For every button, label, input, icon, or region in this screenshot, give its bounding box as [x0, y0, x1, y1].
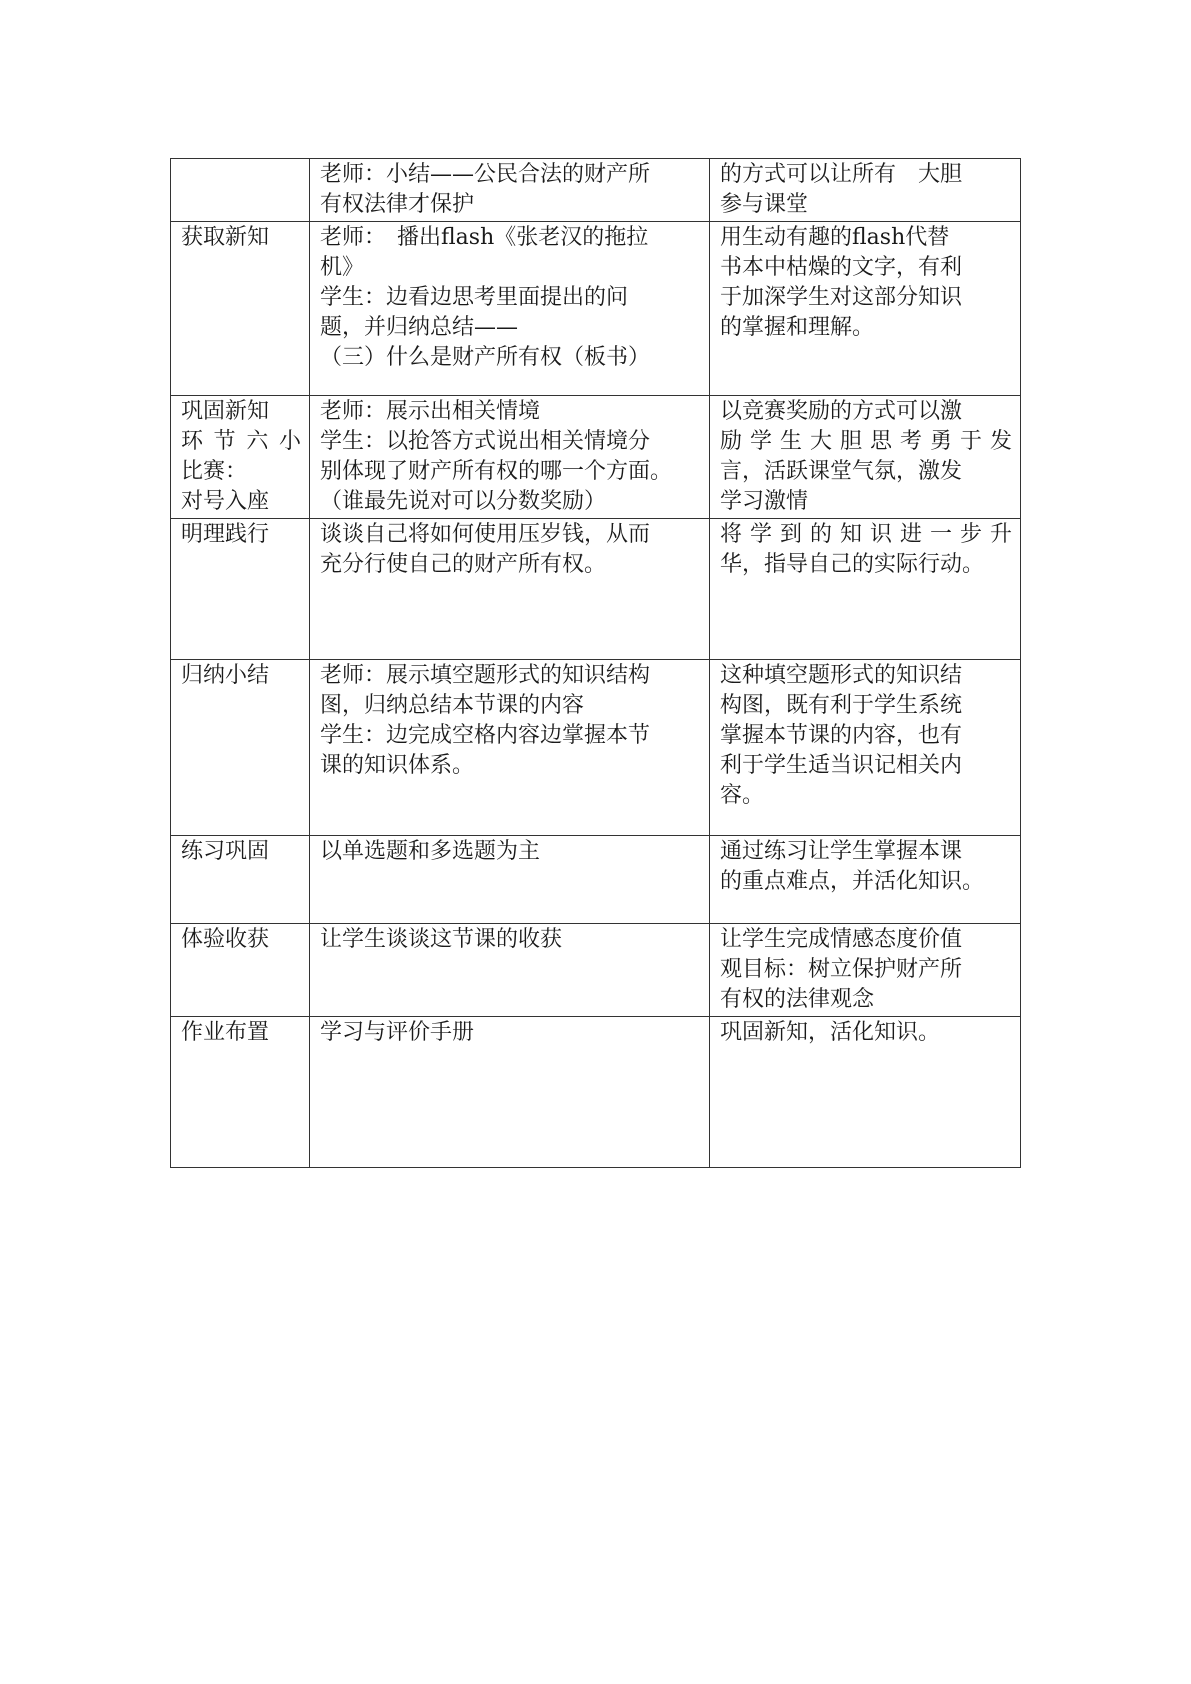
process-cell — [310, 924, 710, 1017]
cell-text-line: 以单选题和多选题为主 — [320, 839, 541, 864]
cell-text-line: 老师： 播出flash《张老汉的拖拉 — [320, 225, 649, 250]
cell-text-line: 有权的法律观念 — [720, 987, 875, 1012]
stage-cell — [171, 836, 310, 924]
purpose-cell — [710, 836, 1021, 924]
cell-text-line: 获取新知 — [181, 225, 270, 250]
cell-text-line: 于加深学生对这部分知识 — [720, 285, 963, 310]
cell-text-line: 观目标：树立保护财产所 — [720, 957, 963, 982]
cell-text-line: 课的知识体系。 — [320, 753, 475, 778]
cell-text-line: 对号入座 — [181, 489, 270, 514]
process-cell — [310, 396, 710, 519]
cell-text-line: 体验收获 — [181, 927, 270, 952]
cell-text-line: 有权法律才保护 — [320, 192, 475, 217]
cell-text-line: 谈谈自己将如何使用压岁钱，从而 — [320, 522, 651, 547]
cell-text-line: 归纳小结 — [181, 663, 270, 688]
lesson-plan-table-body — [171, 159, 1021, 1168]
cell-text-line: 这种填空题形式的知识结 — [720, 663, 963, 688]
cell-text-line: 巩固新知 — [181, 399, 270, 424]
cell-text-line: 容。 — [720, 783, 765, 808]
cell-text-line: 别体现了财产所有权的哪一个方面。 — [320, 459, 673, 484]
cell-text-line: 的掌握和理解。 — [720, 315, 875, 340]
table-row — [171, 396, 1021, 519]
table-row — [171, 660, 1021, 836]
cell-text-line: 让学生谈谈这节课的收获 — [320, 927, 563, 952]
cell-text-line: 练习巩固 — [181, 839, 270, 864]
cell-text-line: 的重点难点，并活化知识。 — [720, 869, 985, 894]
cell-text-line: 充分行使自己的财产所有权。 — [320, 552, 607, 577]
purpose-cell — [710, 1017, 1021, 1168]
cell-text-line: 老师：小结——公民合法的财产所 — [320, 162, 651, 187]
purpose-cell — [710, 222, 1021, 396]
stage-cell — [171, 222, 310, 396]
cell-text-line: 将学到的知识进一步升 — [720, 522, 1012, 547]
cell-text-line: 机》 — [320, 255, 365, 280]
cell-text-line: 利于学生适当识记相关内 — [720, 753, 963, 778]
cell-text-line: 励学生大胆思考勇于发 — [720, 429, 1012, 454]
cell-text-line: 老师：展示填空题形式的知识结构 — [320, 663, 651, 688]
cell-text-line: 学生：边完成空格内容边掌握本节 — [320, 723, 651, 748]
purpose-cell — [710, 396, 1021, 519]
table-row — [171, 924, 1021, 1017]
table-row — [171, 836, 1021, 924]
stage-cell — [171, 519, 310, 660]
cell-text-line: 学生：以抢答方式说出相关情境分 — [320, 429, 651, 454]
table-row — [171, 519, 1021, 660]
process-cell — [310, 222, 710, 396]
purpose-cell — [710, 519, 1021, 660]
cell-text-line: 题，并归纳总结—— — [320, 315, 519, 340]
cell-text-line: 图，归纳总结本节课的内容 — [320, 693, 585, 718]
cell-text-line: 环节六小 — [181, 429, 301, 454]
cell-text-line: （三）什么是财产所有权（板书） — [320, 345, 651, 370]
table-row — [171, 222, 1021, 396]
cell-text-line: 通过练习让学生掌握本课 — [720, 839, 963, 864]
lesson-plan-table — [170, 158, 1021, 1168]
stage-cell — [171, 1017, 310, 1168]
process-cell — [310, 836, 710, 924]
table-row — [171, 159, 1021, 222]
cell-text-line: 以竞赛奖励的方式可以激 — [720, 399, 963, 424]
cell-text-line: 言，活跃课堂气氛，激发 — [720, 459, 963, 484]
cell-text-line: 让学生完成情感态度价值 — [720, 927, 963, 952]
cell-text-line: 用生动有趣的flash代替 — [720, 225, 950, 250]
table-row — [171, 1017, 1021, 1168]
cell-text-line: 学生：边看边思考里面提出的问 — [320, 285, 629, 310]
cell-text-line: 巩固新知，活化知识。 — [720, 1020, 941, 1045]
cell-text-line: 书本中枯燥的文字，有利 — [720, 255, 963, 280]
cell-text-line: 明理践行 — [181, 522, 270, 547]
cell-text-line: 比赛： — [181, 459, 248, 484]
stage-cell — [171, 159, 310, 222]
process-cell — [310, 660, 710, 836]
purpose-cell — [710, 924, 1021, 1017]
cell-text-line: 学习与评价手册 — [320, 1020, 475, 1045]
cell-text-line: 构图，既有利于学生系统 — [720, 693, 963, 718]
cell-text-line: 参与课堂 — [720, 192, 809, 217]
process-cell — [310, 519, 710, 660]
cell-text-line: 的方式可以让所有 大胆 — [720, 162, 963, 187]
cell-text-line: 学习激情 — [720, 489, 809, 514]
stage-cell — [171, 396, 310, 519]
stage-cell — [171, 660, 310, 836]
stage-cell — [171, 924, 310, 1017]
cell-text-line: （谁最先说对可以分数奖励） — [320, 489, 607, 514]
purpose-cell — [710, 159, 1021, 222]
process-cell — [310, 1017, 710, 1168]
cell-text-line: 掌握本节课的内容，也有 — [720, 723, 963, 748]
process-cell — [310, 159, 710, 222]
cell-text-line: 华，指导自己的实际行动。 — [720, 552, 985, 577]
purpose-cell — [710, 660, 1021, 836]
cell-text-line: 作业布置 — [181, 1020, 270, 1045]
cell-text-line: 老师：展示出相关情境 — [320, 399, 541, 424]
